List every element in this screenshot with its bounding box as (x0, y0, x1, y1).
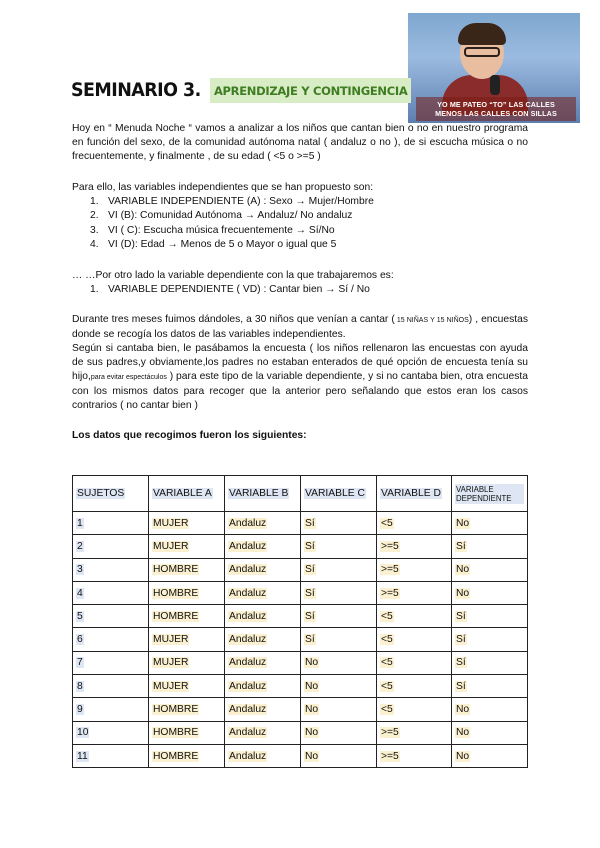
variable-b-value-cell (225, 558, 301, 581)
table-row (73, 512, 528, 535)
variable-a-value-cell (149, 675, 225, 698)
dependent-value-cell (452, 698, 528, 721)
title-subtitle: APRENDIZAJE Y CONTINGENCIA (210, 78, 412, 103)
header-variable-d-cell (377, 476, 452, 512)
variable-a-value: MUJER (153, 680, 189, 692)
variable-d-value-cell (377, 535, 452, 558)
header-variable-dependiente: VARIABLE DEPENDIENTE (455, 484, 524, 504)
header-variable-dependiente-cell (452, 476, 528, 512)
variable-d-value: >=5 (381, 540, 399, 552)
header-variable-a: VARIABLE A (153, 488, 212, 499)
variable-a-value-cell (149, 581, 225, 604)
dependent-variable-item (90, 283, 370, 297)
variable-a-value: MUJER (153, 517, 189, 529)
dependent-value: Sí (456, 634, 466, 646)
tv-caption-line-2: MENOS LAS CALLES CON SILLAS (435, 109, 557, 118)
table-row (73, 675, 528, 698)
variable-b-value: Andaluz (229, 704, 267, 716)
variable-b-value: Andaluz (229, 634, 267, 646)
dependent-value: No (456, 517, 470, 529)
variable-b-value-cell (225, 512, 301, 535)
method-p2-small: para evitar espectáculos (90, 374, 167, 381)
variable-d-value: <5 (381, 517, 393, 529)
subject-id: 11 (77, 750, 88, 762)
variable-b-value-cell (225, 698, 301, 721)
variable-b-value: Andaluz (229, 680, 267, 692)
variable-c-value: No (305, 657, 319, 669)
variable-b-value: Andaluz (229, 564, 267, 576)
variable-b-value: Andaluz (229, 587, 267, 599)
variable-c-value-cell (301, 581, 377, 604)
variable-d-value-cell (377, 605, 452, 628)
dependent-value: Sí (456, 540, 466, 552)
variable-d-value: >=5 (381, 587, 399, 599)
table-row (73, 605, 528, 628)
variable-a-value: MUJER (153, 540, 189, 552)
method-p1-end: ) , encuestas donde se recogía los datos de las variables independientes. (72, 314, 529, 340)
variable-a-value-cell (149, 628, 225, 651)
dependent-value: No (456, 727, 470, 739)
variable-a-value: MUJER (153, 657, 189, 669)
variable-c-value: Sí (305, 540, 315, 552)
variable-c-value-cell (301, 605, 377, 628)
variable-a-value-cell (149, 605, 225, 628)
table-row (73, 535, 528, 558)
variable-c-value: Sí (305, 610, 315, 622)
variable-b-value: Andaluz (229, 517, 267, 529)
subject-id-cell (73, 675, 149, 698)
subject-id: 3 (77, 564, 83, 576)
variable-c-value: Sí (305, 517, 315, 529)
header-variable-d: VARIABLE D (381, 488, 441, 499)
dependent-value-cell (452, 605, 528, 628)
dependent-value-cell (452, 581, 528, 604)
variable-d-value: <5 (381, 657, 393, 669)
variable-c-value-cell (301, 744, 377, 767)
variable-b-value-cell (225, 651, 301, 674)
variable-a-value: HOMBRE (153, 587, 199, 599)
header-variable-a-cell (149, 476, 225, 512)
variable-a-value: HOMBRE (153, 610, 199, 622)
variable-c-value: Sí (305, 587, 315, 599)
variable-a-value-cell (149, 744, 225, 767)
variable-b-value-cell (225, 675, 301, 698)
variable-d-value-cell (377, 581, 452, 604)
variable-b-value: Andaluz (229, 750, 267, 762)
independent-variable-item-number: 1. (90, 196, 99, 207)
variable-d-value-cell (377, 558, 452, 581)
subject-id-cell (73, 558, 149, 581)
variable-c-value-cell (301, 721, 377, 744)
table-row (73, 721, 528, 744)
variable-d-value: <5 (381, 704, 393, 716)
variable-d-value-cell (377, 675, 452, 698)
dependent-value-cell (452, 651, 528, 674)
variable-a-value-cell (149, 558, 225, 581)
dependent-value-cell (452, 744, 528, 767)
variable-c-value: No (305, 727, 319, 739)
subject-id-cell (73, 581, 149, 604)
subject-id: 1 (77, 517, 83, 529)
variable-b-value: Andaluz (229, 610, 267, 622)
independent-variable-item-text: VI ( C): Escucha música frecuentemente → Sí/No (108, 224, 335, 236)
variable-a-value: HOMBRE (153, 704, 199, 716)
independent-variable-item-number: 4. (90, 238, 99, 250)
title-main: SEMINARIO 3. (71, 79, 201, 101)
variable-d-value-cell (377, 721, 452, 744)
header-variable-c: VARIABLE C (305, 488, 365, 499)
variable-c-value-cell (301, 651, 377, 674)
method-paragraph-1 (72, 313, 528, 342)
variable-d-value-cell (377, 698, 452, 721)
variable-a-value: HOMBRE (153, 750, 199, 762)
variable-d-value-cell (377, 628, 452, 651)
header-variable-b-cell (225, 476, 301, 512)
subject-id-cell (73, 698, 149, 721)
child-hair-shape (458, 23, 506, 45)
independent-variables-intro: Para ello, las variables independientes que se han propuesto son: (72, 182, 374, 193)
dependent-value: Sí (456, 657, 466, 669)
dependent-variable-intro: … …Por otro lado la variable dependiente con la que trabajaremos es: (72, 270, 394, 281)
variable-b-value-cell (225, 628, 301, 651)
variable-b-value-cell (225, 605, 301, 628)
dependent-value: Sí (456, 610, 466, 622)
dependent-value: Sí (456, 680, 466, 692)
subject-id: 7 (77, 657, 83, 669)
variable-d-value-cell (377, 744, 452, 767)
variable-b-value-cell (225, 535, 301, 558)
independent-variable-item-text: VI (D): Edad → Menos de 5 o Mayor o igual que 5 (108, 238, 337, 250)
method-paragraph-2 (72, 342, 528, 413)
dependent-value-cell (452, 675, 528, 698)
table-row (73, 581, 528, 604)
variable-b-value-cell (225, 581, 301, 604)
independent-variable-item (90, 224, 374, 238)
independent-variable-item (90, 238, 374, 252)
table-row (73, 558, 528, 581)
subject-id-cell (73, 721, 149, 744)
variable-c-value-cell (301, 558, 377, 581)
dependent-value-cell (452, 721, 528, 744)
subject-id: 8 (77, 680, 83, 692)
table-row (73, 698, 528, 721)
subject-id: 9 (77, 704, 83, 716)
dependent-value: No (456, 587, 470, 599)
variable-c-value-cell (301, 698, 377, 721)
dependent-variable-item-number: 1. (90, 284, 99, 295)
table-header-row (73, 476, 528, 512)
variable-a-value: MUJER (153, 634, 189, 646)
data-table (72, 475, 528, 768)
variable-d-value: <5 (381, 680, 393, 692)
variable-c-value: Sí (305, 634, 315, 646)
variable-c-value: No (305, 680, 319, 692)
variable-b-value: Andaluz (229, 540, 267, 552)
subject-id-cell (73, 605, 149, 628)
dependent-value-cell (452, 512, 528, 535)
variable-d-value: >=5 (381, 727, 399, 739)
variable-a-value: HOMBRE (153, 564, 199, 576)
header-variable-c-cell (301, 476, 377, 512)
variable-d-value-cell (377, 651, 452, 674)
variable-c-value: Sí (305, 564, 315, 576)
independent-variable-item-number: 2. (90, 210, 99, 222)
tv-screenshot-image (408, 13, 580, 123)
subject-id-cell (73, 628, 149, 651)
variable-a-value-cell (149, 721, 225, 744)
variable-a-value-cell (149, 535, 225, 558)
subject-id-cell (73, 744, 149, 767)
dependent-value-cell (452, 558, 528, 581)
independent-variable-item-number: 3. (90, 224, 99, 236)
table-row (73, 744, 528, 767)
header-variable-b: VARIABLE B (229, 488, 289, 499)
subject-id: 2 (77, 540, 83, 552)
variable-b-value-cell (225, 721, 301, 744)
table-row (73, 651, 528, 674)
variable-d-value: >=5 (381, 564, 399, 576)
variable-a-value-cell (149, 651, 225, 674)
independent-variable-item-text: VARIABLE INDEPENDIENTE (A) : Sexo → Mujer/Hombre (108, 196, 374, 207)
intro-paragraph: Hoy en “ Menuda Noche “ vamos a analizar a los niños que cantan bien o no en nuestro programa en función del sexo, de la comunidad autónoma natal ( andaluz o no ), de si escucha música o no frecuentemente, y finalmente , de su edad ( <5 o >=5 ) (72, 123, 528, 162)
variable-b-value: Andaluz (229, 657, 267, 669)
variable-c-value-cell (301, 675, 377, 698)
method-p1-start: Durante tres meses fuimos dándoles, a 30 niños que venían a cantar ( (72, 314, 395, 325)
dependent-value: No (456, 704, 470, 716)
method-p2-end: ) para este tipo de la variable dependiente, y si no cantaba bien, otra encuesta con los mismos datos para recoger que la anterior pero señalando que estos eran los casos contrarios ( no cantar bien ) (72, 371, 528, 411)
microphone-icon (490, 75, 500, 95)
table-row (73, 628, 528, 651)
glasses-shape (464, 47, 500, 57)
independent-variables-list (90, 195, 374, 252)
variable-d-value: >=5 (381, 750, 399, 762)
dependent-value-cell (452, 535, 528, 558)
variable-c-value-cell (301, 512, 377, 535)
dependent-value: No (456, 564, 470, 576)
variable-c-value: No (305, 704, 319, 716)
dependent-variable-item-text: VARIABLE DEPENDIENTE ( VD) : Cantar bien → Sí / No (108, 284, 370, 295)
independent-variable-item-text: VI (B): Comunidad Autónoma → Andaluz/ No andaluz (108, 210, 353, 222)
variable-a-value-cell (149, 698, 225, 721)
subject-id-cell (73, 512, 149, 535)
header-sujetos: SUJETOS (77, 488, 125, 499)
dependent-value-cell (452, 628, 528, 651)
subject-id-cell (73, 651, 149, 674)
variable-c-value-cell (301, 535, 377, 558)
data-heading: Los datos que recogimos fueron los siguientes: (72, 430, 307, 441)
header-sujetos-cell (73, 476, 149, 512)
variable-b-value: Andaluz (229, 727, 267, 739)
variable-d-value: <5 (381, 610, 393, 622)
subject-id: 6 (77, 634, 83, 646)
subject-id: 10 (77, 727, 89, 739)
document-title (71, 76, 411, 104)
tv-caption-line-1: YO ME PATEO “TO” LAS CALLES (437, 100, 555, 109)
independent-variable-item (90, 209, 374, 223)
independent-variable-item (90, 195, 374, 209)
variable-a-value-cell (149, 512, 225, 535)
dependent-value: No (456, 750, 470, 762)
variable-d-value-cell (377, 512, 452, 535)
method-p2-start: Según si cantaba bien, le pasábamos la encuesta ( los niños rellenaron las encuestas con ayuda de sus padres,y obviamente,los padres no estaban enterados de qué opción de encuesta tenía su hijo, (72, 343, 528, 382)
tv-caption (416, 97, 576, 121)
subject-id: 4 (77, 587, 83, 599)
variable-b-value-cell (225, 744, 301, 767)
variable-a-value: HOMBRE (153, 727, 199, 739)
variable-c-value: No (305, 750, 319, 762)
subject-id-cell (73, 535, 149, 558)
dependent-variable-list (90, 283, 370, 297)
subject-id: 5 (77, 610, 83, 622)
variable-c-value-cell (301, 628, 377, 651)
method-p1-small: 15 NIÑAS Y 15 NIÑOS (394, 317, 469, 324)
variable-d-value: <5 (381, 634, 393, 646)
